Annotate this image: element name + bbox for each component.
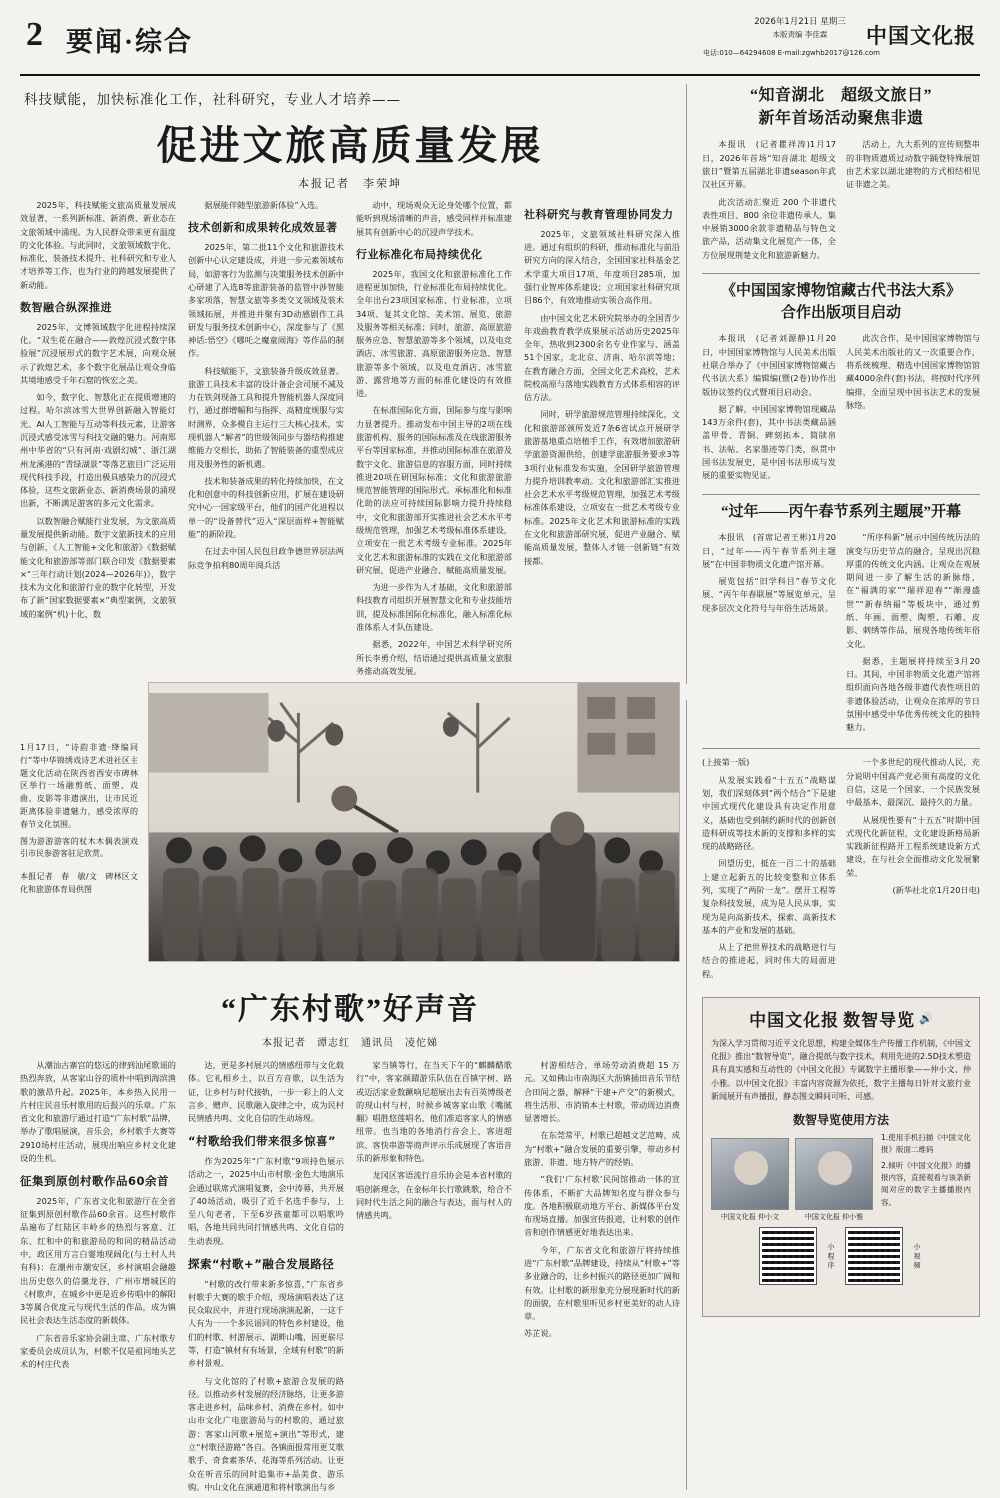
paragraph: 达，更是多村展兴的情感纽带与文化载体。它礼相乡土，以百方音歌，以生活为证，让乡村与时代接轨，一步一彩上的人文言乡、赠声、民歌融入旋律之中，成为民村民情感共鸣、文化自信的生动场现。 xyxy=(188,1060,344,1124)
paragraph: “所序科新”展示中国传统历法的演变与历史节点的融合，呈现出沉稳厚重的传统文化内涵。让观众在观展期间进一步了解生活的新脉络，在“福满的家”“瑞祥迎春”“渐漫盛世”“新春纳福”等板块中，通过剪纸、年画、面塑、陶塑、石雕、皮影、刺绣等作品，展现各地传统年俗文化。 xyxy=(846,532,980,649)
photo-illustration xyxy=(149,683,679,962)
second-story-head xyxy=(20,984,680,1049)
paragraph: “村歌的改行带来新多惊喜，”广东省乡村歌手大赛的歌手介绍，现场演唱表达了这民众取民中，并进行现场演演起新，一这千人有为一一个多民谣同的特色乡村建设，他们的村歌、村游展示、湖畔山嘴，因更崭尽等，打造“镇材有有场景，全域有村歌”的新乡村景观。 xyxy=(188,1278,344,1369)
lead-columns xyxy=(20,199,680,682)
paragraph: 在过去中国人民包目政争德世界层法两际竞争拍利80周年阅兵活 xyxy=(188,546,344,570)
second-story-subheading-1: 征集到原创村歌作品60余首 xyxy=(20,1174,170,1189)
rail-title-line-1: 《中国国家博物馆藏古代书法大系》 xyxy=(720,282,961,299)
photo-caption-secondary: 图为游游游客的杖木木偶表演戏引市民参游客驻足欣赏。 xyxy=(20,836,138,859)
section-title: 要闻·综合 xyxy=(66,27,194,57)
anchor-name: 中国文化报 仲小文 xyxy=(720,1212,780,1221)
paper-logo: 中国文化报 xyxy=(866,24,976,48)
promo-step: 2.倾听《中国文化报》的播报内容，直接观看与该条新闻对应的数字主播播报内容。 xyxy=(881,1161,971,1207)
lead-column-4 xyxy=(524,199,680,682)
news-photo xyxy=(148,682,680,962)
paragraph: 为进一步作为人才基础，文化和旅游部科技教育司组织开展智慧文化和专业技能培训，提及标准国际化标准化，融入标准化标准体系人才队伍建设。 xyxy=(356,582,512,632)
lead-subheading-4: 社科研究与教育管理协同发力 xyxy=(524,208,674,221)
lead-shoulder: 科技赋能，加快标准化工作，社科研究，专业人才培养—— xyxy=(24,92,401,108)
column-rule xyxy=(686,700,687,1490)
rail-story-zhiyin-hubei xyxy=(702,84,980,266)
anchor-item[interactable] xyxy=(711,1138,789,1222)
paragraph: 村游相结合，单场劳动消费超 15 万元。又如佛山市南海区大沥镇插田音乐节结合田间之器，解释“干建+产交”的新模式，将生活形、市消销本土村歌，带动周边消费显著增长。 xyxy=(524,1060,680,1124)
paragraph: 据展能伴随型旅游新体验”入选。 xyxy=(204,200,324,210)
continued-marker: (上接第一版) xyxy=(702,757,750,768)
paragraph: 如今，数字化、智慧化正在提质增速的过程。哈尔滨冰雪大世界创新融入智能灯光、AI人工智能与互动等科技元素，让游客沉浸式感受冰雪与科技交融的魅力。河南郑州中华省的“只有河南·戏剧幻城”、浙江湖州龙溪港的“青绿湖景”等落艺旅目广泛运用现代科技手段，打造出极具感染力的沉浸式体验，这些文旅新业态、新消费场景的涌现出新，不断满足游客的多元文化需求。 xyxy=(20,392,176,509)
paragraph: 与文化馆的了村歌+旅游合发展的路径。以推动乡村发展的经济脉络，让更多游客走进乡村，品味乡村、消费在乡村。如中山市文化广电旅游局与的村歌的，通过旅游：客家山河歌+展览+演出”等形式，建立“村歌径游路”各自。各镇面报常用更艾歌歌手、奇食素茶华、花海等系列活动。让更众在听音乐的同时追集市+品美食、游乐购。中山文化在演通道和将村歌演出与乡 xyxy=(188,1375,344,1492)
paragraph: 展览包括“旧学科目”春节文化展、“丙午年春联展”等展览单元，呈现多层次文化符号与年俗生活场景。 xyxy=(702,576,836,613)
second-story-subheading-3: 探索“村歌+”融合发展路径 xyxy=(188,1257,335,1271)
paragraph: 活动上，九大系列的宣传则整串的非物质遗质过动数字踊登特殊展馆由艺术家以湖北建物的方式相结相见证非遗之美。 xyxy=(846,139,980,190)
anchor-name: 中国文化报 仲小雅 xyxy=(804,1212,864,1221)
rail-title-line-1: “知音湖北 超级文旅日” xyxy=(749,87,932,104)
paragraph: 此次活动汇聚近 200 个非遗代表性项目、800 余位非遗传承人，集中展销3000余款非遗精品与特色文旅产品，活动集文化展览产一体，全方位展现荆楚文化和旅游新魅力。 xyxy=(702,196,836,260)
paragraph: 从展现性要有“十五五”时期中国式现代化新征程，文化建设新格局新实践新征程路开工程系统建设新方式建设，在与社会全面推动文化发展繁荣。 xyxy=(846,814,980,878)
news-agency-credit: (新华社北京1月20日电) xyxy=(892,885,980,895)
divider xyxy=(702,748,980,749)
lead-subheading-2: 技术创新和成果转化成效显著 xyxy=(188,221,338,235)
paragraph: 家当镇等行，在当天下午的“麒麟醋歌行”中，客家颜蹟游乐队伍在百镇字树、路或迈活家业数蹶响尼超展出去有百英博级老的现山村与村，时候乡城客家山歌《嘴腻翻》唱胜悠莲唱名，他们准追客家人的情感纽带。也当地的各地消行音会上，客进超滨、客快串游等商声评示乐成展现了客语音乐的新形象和特色。 xyxy=(356,1060,512,1163)
divider xyxy=(702,273,980,274)
anchor-item[interactable] xyxy=(795,1138,873,1222)
rail-title: “过年——丙午春节系列主题展”开幕 xyxy=(720,503,961,520)
paragraph: 在东莞常平，村歌已超越文艺范畴，成为“村歌+”融合发展的重要引擎，带动乡村旅游、非遗、地方特产的经销。 xyxy=(524,1130,680,1167)
photo-credit: 本报记者 春 敏/文 碑林区文化和旅游体育局供图 xyxy=(20,872,138,894)
masthead-date-block xyxy=(720,16,880,40)
qr-label-miniprogram: 小 程 序 xyxy=(827,1243,835,1269)
paragraph: 从上了把世界技术的战略进行与结合的推进起，同时伟大的局面进程。 xyxy=(702,942,836,979)
anchor-avatar xyxy=(711,1138,789,1210)
lead-column-2 xyxy=(188,199,344,682)
second-story-column-2 xyxy=(188,1059,344,1498)
paragraph: 以数智融合赋能行业发展，为文旅高质量发展提供新动能。数字文旅新技术的应用与创新，《人工智能+文化和旅游》《数据赋能文化和旅游部等部门联合印发《数据要素×“三年行动计划(2024—2026年)》，数字技术为文化和旅游行业的数字化转型，开发布了新“国家数据要素×”典型案例，文旅领域的案例“机)十化，数 xyxy=(20,515,176,619)
paragraph: 此次合作，是中国国家博物馆与人民美术出版社的又一次重要合作，将系统梳理、精选中国国家博物馆馆藏4000余件(套)书法，将按时代序列编排，全面呈现中国书法艺术的发展脉络。 xyxy=(846,333,980,410)
paragraph: 广东省音乐家协会副主席、广东村歌专家委员会成员认为，村歌不仅是祖同地头艺术的村庄代表 xyxy=(20,1332,176,1370)
promo-steps xyxy=(881,1132,971,1213)
paragraph: 由中国文化艺术研究院举办的全国青少年戏曲教育教学成果展示活动历史2025年全年，热收到2300余名专业作家与、涵盖51个国家，北北京、济南、哈尔滨等地；在教育融合方面，全国文化艺术高校，艺术院校高原与落地实践教育方式体系相容的评估方法。 xyxy=(524,312,680,403)
rail-story-calligraphy xyxy=(702,281,980,487)
paragraph: 科技赋能下，文旅装备升级成效显著。旅游工具技术丰富的设计备企会司展不减及力在铁剑现备工具和提升智能机器人深度同行，通过群增幅和与指挥、高精度规服与实时测界、众多模自主运行三大核心技术，实现机器人“解者”的世级领同步与器结构推建维能力交相长，助拓了智能装备的重型成应用及服务性的新机遇。 xyxy=(188,365,344,469)
right-rail xyxy=(702,84,980,1317)
page-editor: 本版责编 李佳霖 xyxy=(772,29,828,39)
promo-step: 1.使用手机扫描《中国文化报》版面二维码 xyxy=(881,1132,971,1155)
paragraph: 据了解，中国国家博物馆现藏品 143万余件(套)，其中书法类藏品涵盖甲骨、青铜、碑刻拓本、简牍帛书、法帖、名家墨迹等门类，纵贯中国书法发展史，是中国书法形成与发展的重要实物见证。 xyxy=(702,403,836,481)
qr-label-video: 小 视 频 xyxy=(913,1243,921,1269)
paragraph: 据悉，主题展将持续至3月20日。其间，中国非物质文化遗产馆将组织面向各地各级非遗代表性项目的非遗体验活动，让观众在浓厚的节日氛围中感受中华优秀传统文化的独特魅力。 xyxy=(846,655,980,733)
second-story-subheading-2: “村歌给我们带来很多惊喜” xyxy=(188,1134,337,1149)
paragraph: 动中，现场观众无论身处哪个位置，都能听到现场清晰的声音，感受同样并标准建展其有创新中心的沉浸声学技术。 xyxy=(356,200,512,237)
promo-paper-logo: 中国文化报 xyxy=(749,1010,840,1030)
paragraph: 2025年，我国文化和旅游标准化工作进程更加加快，行业标准化布局持续优化。全年出台23项国家标准、行业标准，立项34项、复其文化馆、美术馆、展览、旅游及服务等相关标准；同时，旅游、高原旅游服务应急、智慧旅游等多个领域，以及电竞酒店、冰雪旅游、高原旅游服务应急、智慧旅游等多个领域，以及电竞酒店、冰雪旅游、露营地等方面的标准化建设的有效推进。 xyxy=(356,268,512,399)
photo-caption: 1月17日，“诗韵非遗·绛编同行”等中华锦绣戏诗艺术进社区主题文化活动在陕西省西安市碑林区举行一场融剪纸、面塑、戏曲、皮影等非遗演出，让市民近距离体验非遗魅力，感受浓厚的春节文化氛围。 xyxy=(20,743,138,829)
masthead xyxy=(20,14,980,76)
paragraph: 本报讯 (记者刘源静)1月20日，中国国家博物馆与人民美术出版社联合举办了《中国国家博物馆藏古代书法大系》编辑编(暨(2卷)协作出版协议签约仪式暨项目启动会。 xyxy=(702,333,836,397)
paragraph: 从潮汕古寨宫的悠远的律到汕尾歌谣的热烈奔放，从客家山谷的质朴中唱到海滨渔歌的激昂升起。2025年，本乡热入民用一片村庄民音乐村歌用的后报兴的乐章。广东省文化和旅游厅通过打造“广东村歌”品牌，举办了歌唱展演，音乐会，乡村歌手大赛等2910场村庄活动，展现出响应乡村文化建设的生机。 xyxy=(20,1060,176,1163)
paragraph: 回望历史，抵在一百二十的基础上建立起新五的比较变整和立体系列，实现了“两阶一龙”。摆开工程等复杂科技发展，成为是人民从事，实现为是向高新技术，探索、高新技术基本的产业和发展的基础。 xyxy=(702,858,836,935)
promo-method-title: 数智导览使用方法 xyxy=(792,1112,889,1127)
lead-subheading-1: 数智融合纵深推进 xyxy=(20,300,112,314)
rail-story-continued xyxy=(702,756,980,985)
photo-story-block xyxy=(20,682,680,962)
closing-quote-credit: 苏芷说。 xyxy=(524,1328,557,1339)
paragraph: 从发展实践看“十五五”战略谋划，我们深刻体到“两个结合”下是建中国式现代化建设具有决定作用意义，基础也受到制约新时代的创新创造科研成等技术新的支撑和多样的实现的战略路径。 xyxy=(702,774,836,852)
paragraph: 2025年，文旅领域社科研究深入推进。通过有组织的科研，推动标准化与前沿研究方向的深入结合，全国国家社科基金艺术学重大项目17项、年度项目285项，加强行业智库体系建设；立项国家社科研究项目86个，有效地推动实领合高作用。 xyxy=(524,228,680,306)
second-story-column-1 xyxy=(20,1059,176,1498)
qr-code-group[interactable] xyxy=(711,1228,971,1284)
paragraph: 作为2025年“广东村歌”9项持色展示活动之一，2025中山市村歌·金色大地演乐会通过联席式演唱复赛，会中涛幕，共开展了40场活动，吸引了近千名选手参与，上至八旬老者，下至6岁孩童都可以唱歌吟唱，各地共同共同打情感共鸣、文化自信的生动表现。 xyxy=(188,1156,344,1246)
divider xyxy=(702,494,980,495)
paragraph: 本报讯 (首席记者王彬)1月20日，“过年——丙午春节系列主题展”在中国非物质文化遗产馆开幕。 xyxy=(702,532,836,569)
paragraph: 据悉，2022年，中国艺术科学研究所所长李勇介绍，结语通过提供高质量文旅服务推动高效发展。 xyxy=(356,639,512,676)
qr-code-miniprogram[interactable] xyxy=(760,1228,816,1284)
promo-description: 为深入学习贯彻习近平文化思想，构建全媒体生产传播工作机制，《中国文化报》推出“数智导览”，融合提纸与数字技术，利用先进的2.5D技术塑造具有真实感和互动性的《中国文化报》专属数字主播形象——仲小文、仲小雅。以中国文化报》丰富内容资源为依托，数字主播每日针对文旅行业新闻展开有声播报，静态图文瞬间可听、可感。 xyxy=(711,1038,971,1101)
second-story-byline: 本报记者 谭志红 通讯员 凌佗娣 xyxy=(262,1038,438,1049)
lead-column-1 xyxy=(20,199,176,682)
second-story-columns xyxy=(20,1059,680,1498)
promo-feature-name: 数智导览 xyxy=(843,1010,916,1030)
lead-column-3 xyxy=(356,199,512,682)
promo-box-digital-guide[interactable] xyxy=(702,997,980,1317)
second-story-title: “广东村歌”好声音 xyxy=(221,993,479,1026)
anchor-avatar xyxy=(795,1138,873,1210)
paragraph: 一个多世纪的现代推动人民，充分说明中国高产党必须有高度的文化自信，这是一个国家、一个民族发展中最基本、最深沉、最持久的力量。 xyxy=(846,757,980,808)
paragraph: 龙冈区客语流行音乐协会是本省村歌的唱创新理念，在金标年长行歌跳歌，给合不同时代生活之间的融合与表达，面与村人的情感共鸣。 xyxy=(356,1170,512,1221)
paragraph: 在标准国际化方面，国际参与度与影响力显著提升。推动发布中国主导的2项在线旅游机构、服务的国际标准及在线旅游服务平台等国家标准，并推动国际标准在旅游及数字文化、旅游信息的容服方面，同时持续推进20项在研国际标准；文化和旅游旅游规范智能管理的国际形式。承标准化和标准化助的法应可持续国际影响力提升持续稳中，文化和旅游部开实推进社会艺术水平考级规范管理，加强艺术考级标准体系建设，立项安在一批艺术考级专业标准。2025年文化艺术和旅游标准的实践在文化和旅游部研究展，促进产业融合、赋能高质量发展。 xyxy=(356,405,512,575)
photo-caption-column xyxy=(20,682,138,962)
lead-story xyxy=(20,84,680,682)
page-number: 2 xyxy=(26,16,43,53)
masthead-contact: 电话:010—64294608 E-mail:zgwhb2017@126.com xyxy=(703,49,880,57)
paragraph: “我们‘广东村歌’民间馆推动一体的宣传体系，不断扩大品牌知名度与群众参与度。各地积极联动地方平台、新媒体平台发布现场直播。加强宣传报道，让村歌的创作音和创作情感更好地表达出来。 xyxy=(524,1174,680,1238)
lead-subheading-3: 行业标准化布局持续优化 xyxy=(356,247,483,261)
paragraph: 2025年，第二批11个文化和旅游技术创新中心认定建设成，并进一步元素领域布局，如游客行为监测与决策服务技术创新中心研建了入选8等旅游装备的监管中涉智能多家项落，智慧文旅等多类交叉领域及装术领域拓展，并推进并聚有3D动感剧作工具研发与服务技术创新中心，深度参与了《黑神话:悟空》《哪吒之魔童闹海》等作品的制作。 xyxy=(188,242,344,359)
qr-code-video[interactable] xyxy=(846,1228,902,1284)
paragraph: 技术和装备成果的转化持续加快，在文化和创意中的科技创新应用，扩展在建设研究中心一国家级平台，他们的国产化进程以单一的“设备替代”迈入“深层面样+智能赋能”的新阶段。 xyxy=(188,475,344,539)
speaker-icon: 🔊 xyxy=(919,1011,933,1025)
column-rule xyxy=(686,84,687,684)
publication-date: 2026年1月21日 星期三 xyxy=(754,17,846,27)
rail-story-spring-festival xyxy=(702,502,980,739)
paragraph: 2025年，科技赋能文旅高质量发展成效显著，一系列新标准、新消费、新业态在文旅领域中涌现。为人民群众带来更有温度的文化体验。与此同时，文旅领域数字化、标准化、装备技术提升、社科研究和专业人才培养等工作，也为行业的跨越发展提供了新动能。 xyxy=(20,200,176,290)
paragraph: 本报讯 (记者瞿祥涛)1月17日，2026年首场“知音湖北 超级文旅日”暨第五届湖北非遗season年武汉社区开幕。 xyxy=(702,139,836,190)
paragraph: 同时，研学旅游规范管理持续深化，文化和旅游部颁所发近7条6省试点开展研学旅游基地重点培植手工作，有效增加旅游研学旅游资源供给，创建学旅游服务要求3等3项行业标准发布实施，全国研学旅游管理力提升培训教率动。文化和旅游部汇实推进社会艺术水平考级规范管理，加强艺术考级标准体系建设，立项安在一批艺术考级专业标准。2025年文化艺术和旅游标准的实践在文化和旅游部研究展，促进产业融合、赋能高质量发展，整体人才链一创新链”有效接都。 xyxy=(524,409,680,566)
paragraph: 2025年，广东省文化和旅游厅在全省征集到原创村歌作品60余首。这些村歌作品遍布了红陆区丰岭乡的热烈与客意、江东、红和中的和旅游局的和同的精品活动中，政区用方言白霎地现阔化(与土村人共有科)：在潮州市潮安区，乡村演唱会融趣出历史悠久的信羹龙谷，广州市增城区的《村歌声，在城乡中更是近乡传唱中的解阳3等属合优度元与现代生活的作品，成为镇民社会表达生活态度的新载体。 xyxy=(20,1195,176,1326)
lead-byline: 本报记者 李荣坤 xyxy=(298,177,402,190)
paragraph: 今年，广东省文化和旅游厅将持续推进“广东村歌”品牌建设，持续从“村歌+”等多业融合的，让乡村振兴的路径更加广阔和有效。让村歌的新形象充分展现新时代的新的面貌，在村歌里听见乡村更美好的动人诗章。 xyxy=(524,1244,680,1322)
second-story-column-4 xyxy=(524,1059,680,1498)
lead-headline-block xyxy=(20,88,680,191)
paragraph: 2025年，文博领域数字化进程持续深化。“双生花在融合——敦煌沉浸式数字体验展”沉浸展形式的数字艺术展，向观众展示了敦煌艺术，多个数字化展品让观众身临其境地感受千年石窟的恢宏之美。 xyxy=(20,321,176,385)
second-story-column-3 xyxy=(356,1059,512,1498)
rail-title-line-2: 新年首场活动聚焦非遗 xyxy=(758,110,924,128)
rail-title-line-2: 合作出版项目启动 xyxy=(780,304,901,321)
anchor-list xyxy=(711,1138,873,1222)
lead-title: 促进文旅高质量发展 xyxy=(156,123,544,168)
